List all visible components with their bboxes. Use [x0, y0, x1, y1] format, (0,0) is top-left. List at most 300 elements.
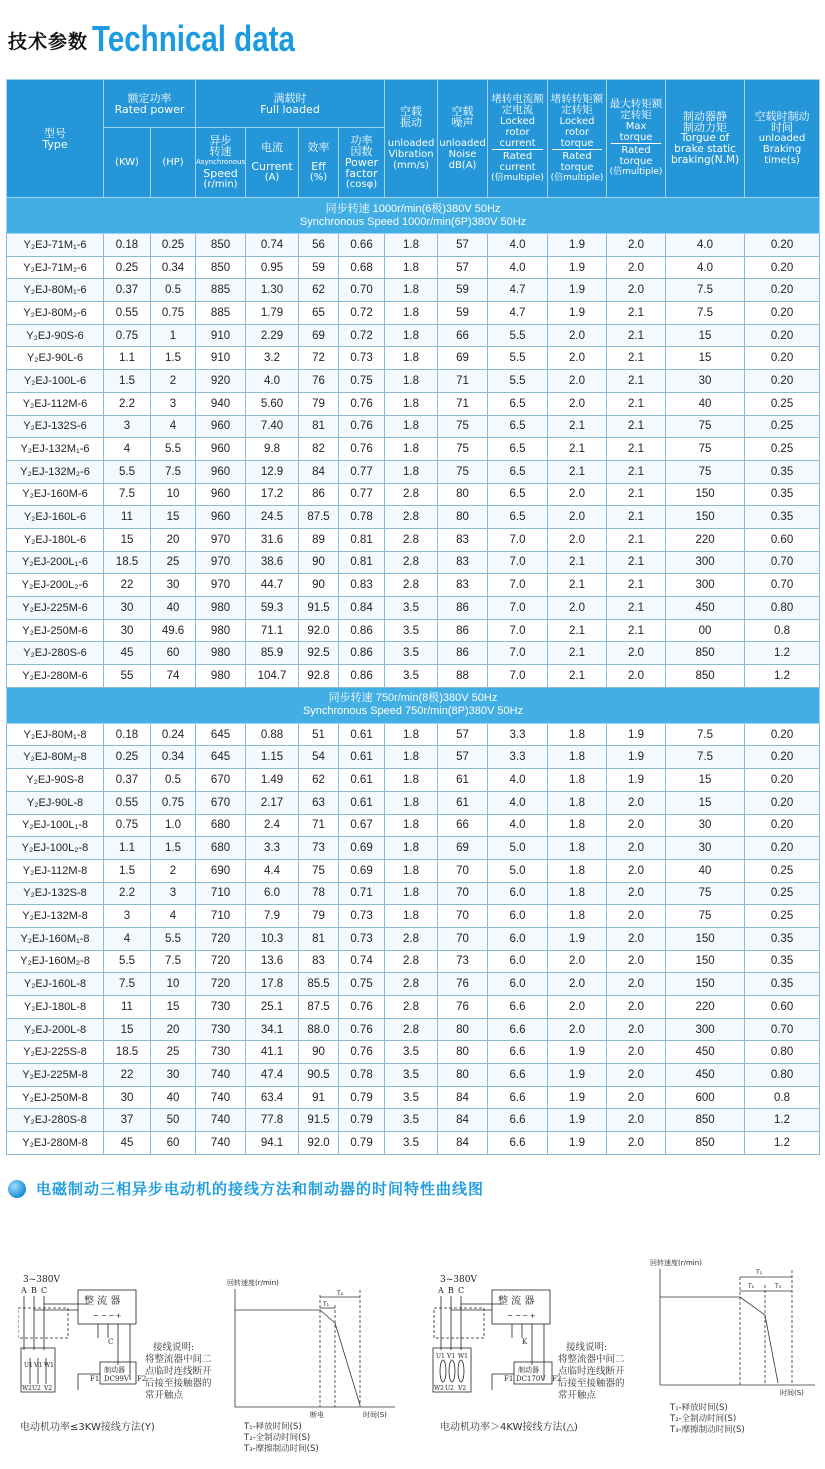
table-cell: 71.1 [246, 619, 299, 642]
table-cell: 7.5 [666, 302, 745, 325]
table-cell: 57 [438, 256, 488, 279]
table-cell: 0.76 [339, 1041, 385, 1064]
table-cell: 1.8 [385, 279, 438, 302]
table-cell: 6.6 [488, 1064, 548, 1087]
table-cell: 83 [438, 574, 488, 597]
table-cell: 86 [438, 597, 488, 620]
table-cell: 38.6 [246, 551, 299, 574]
table-cell: 1.8 [385, 438, 438, 461]
table-cell: 980 [196, 665, 246, 688]
svg-text:W2: W2 [22, 1385, 32, 1392]
table-cell: 0.76 [339, 996, 385, 1019]
table-cell: 1.2 [745, 1132, 820, 1155]
table-cell: 70 [438, 882, 488, 905]
table-cell: 5.5 [151, 927, 196, 950]
table-cell: 10 [151, 483, 196, 506]
table-cell: 1.9 [548, 1064, 607, 1087]
table-cell: 72 [299, 347, 339, 370]
table-cell: 70 [438, 927, 488, 950]
table-cell: 5.60 [246, 392, 299, 415]
svg-text:T₁: T₁ [756, 1269, 763, 1276]
table-cell: 85.9 [246, 642, 299, 665]
table-cell: 90.5 [299, 1064, 339, 1087]
table-cell: 18.5 [104, 551, 151, 574]
table-cell: 0.71 [339, 882, 385, 905]
table-cell: 0.34 [151, 746, 196, 769]
table-cell: 4.0 [488, 791, 548, 814]
table-cell: 45 [104, 1132, 151, 1155]
cell-type: Y₂EJ-112M-8 [7, 859, 104, 882]
table-cell: 940 [196, 392, 246, 415]
table-cell: 86 [438, 642, 488, 665]
table-cell: 69 [299, 324, 339, 347]
table-cell: 910 [196, 347, 246, 370]
table-cell: 55 [104, 665, 151, 688]
table-cell: 1.79 [246, 302, 299, 325]
table-cell: 1.8 [385, 234, 438, 257]
table-cell: 0.83 [339, 574, 385, 597]
table-cell: 0.24 [151, 723, 196, 746]
table-cell: 92.0 [299, 619, 339, 642]
table-cell: 61 [438, 769, 488, 792]
technical-data-table [6, 79, 820, 1155]
table-cell: 2.1 [548, 665, 607, 688]
table-cell: 1.8 [385, 415, 438, 438]
table-cell: 1.2 [745, 642, 820, 665]
table-cell: 3.5 [385, 1109, 438, 1132]
table-cell: 7.0 [488, 597, 548, 620]
table-cell: 25.1 [246, 996, 299, 1019]
table-row [7, 723, 820, 746]
table-cell: 91.5 [299, 1109, 339, 1132]
table-cell: 0.81 [339, 528, 385, 551]
table-cell: 0.76 [339, 438, 385, 461]
table-row [7, 1132, 820, 1155]
table-cell: 150 [666, 927, 745, 950]
table-cell: 0.61 [339, 769, 385, 792]
table-cell: 2.1 [607, 483, 666, 506]
section-row-750rpm: 同步转速 750r/min(8极)380V 50Hz Synchronous Speed 750r/min(8P)380V 50Hz [7, 687, 820, 723]
table-cell: 4.0 [666, 256, 745, 279]
table-cell: 5.5 [488, 324, 548, 347]
table-cell: 0.80 [745, 597, 820, 620]
table-cell: 34.1 [246, 1018, 299, 1041]
table-cell: 49.6 [151, 619, 196, 642]
table-cell: 3 [151, 882, 196, 905]
table-cell: 0.8 [745, 1086, 820, 1109]
svg-text:DC170V: DC170V [516, 1375, 546, 1383]
table-cell: 1.8 [385, 791, 438, 814]
table-cell: 0.61 [339, 746, 385, 769]
table-cell: 40 [151, 1086, 196, 1109]
table-cell: 13.6 [246, 950, 299, 973]
svg-text:K: K [522, 1338, 528, 1346]
table-cell: 0.20 [745, 370, 820, 393]
table-cell: 0.20 [745, 814, 820, 837]
table-cell: 2.0 [607, 665, 666, 688]
cell-type: Y₂EJ-80M₂-8 [7, 746, 104, 769]
table-cell: 57 [438, 746, 488, 769]
table-row [7, 973, 820, 996]
table-cell: 0.60 [745, 996, 820, 1019]
table-cell: 104.7 [246, 665, 299, 688]
table-cell: 59 [299, 256, 339, 279]
table-cell: 80 [438, 1064, 488, 1087]
table-row [7, 1086, 820, 1109]
table-row [7, 324, 820, 347]
cell-type: Y₂EJ-250M-6 [7, 619, 104, 642]
cell-type: Y₂EJ-71M₂-6 [7, 256, 104, 279]
table-cell: 2.0 [607, 973, 666, 996]
table-cell: 5.5 [488, 370, 548, 393]
svg-text:时间(S): 时间(S) [363, 1411, 387, 1419]
svg-text:F2: F2 [137, 1375, 147, 1383]
table-cell: 730 [196, 996, 246, 1019]
table-cell: 18.5 [104, 1041, 151, 1064]
table-cell: 0.35 [745, 460, 820, 483]
table-cell: 75 [666, 905, 745, 928]
table-cell: 51 [299, 723, 339, 746]
table-cell: 0.86 [339, 619, 385, 642]
table-cell: 6.0 [488, 882, 548, 905]
table-row [7, 370, 820, 393]
table-row [7, 438, 820, 461]
table-row [7, 950, 820, 973]
svg-text:U2: U2 [445, 1385, 454, 1392]
time-curve-2 [650, 1255, 820, 1400]
table-cell: 7.5 [666, 746, 745, 769]
table-cell: 1.0 [151, 814, 196, 837]
table-cell: 2.1 [607, 438, 666, 461]
table-cell: 0.81 [339, 551, 385, 574]
table-cell: 44.7 [246, 574, 299, 597]
table-cell: 0.18 [104, 723, 151, 746]
table-cell: 450 [666, 1064, 745, 1087]
table-cell: 15 [104, 528, 151, 551]
table-cell: 83 [299, 950, 339, 973]
table-cell: 0.79 [339, 1109, 385, 1132]
svg-text:制动器: 制动器 [518, 1366, 539, 1374]
table-cell: 3.5 [385, 1086, 438, 1109]
table-cell: 920 [196, 370, 246, 393]
table-cell: 960 [196, 483, 246, 506]
table-cell: 1.8 [385, 324, 438, 347]
table-cell: 30 [666, 370, 745, 393]
table-cell: 1.15 [246, 746, 299, 769]
cell-type: Y₂EJ-160M-6 [7, 483, 104, 506]
table-cell: 2.8 [385, 973, 438, 996]
table-cell: 1.9 [548, 234, 607, 257]
table-row [7, 882, 820, 905]
table-cell: 0.75 [151, 791, 196, 814]
table-cell: 2.0 [607, 256, 666, 279]
table-cell: 960 [196, 506, 246, 529]
table-cell: 75 [438, 460, 488, 483]
table-cell: 710 [196, 882, 246, 905]
table-cell: 0.84 [339, 597, 385, 620]
table-cell: 75 [666, 415, 745, 438]
table-cell: 24.5 [246, 506, 299, 529]
table-cell: 1.8 [548, 791, 607, 814]
table-cell: 78 [299, 882, 339, 905]
table-cell: 5.5 [104, 950, 151, 973]
table-cell: 15 [666, 791, 745, 814]
table-cell: 1.8 [385, 769, 438, 792]
table-cell: 4 [104, 438, 151, 461]
table-row [7, 859, 820, 882]
d1-note: 接线说明: 将整流器中间二 点临时连线断开 后接至接触器的 常开触点 [145, 1342, 212, 1401]
table-cell: 0.20 [745, 234, 820, 257]
table-cell: 1.8 [385, 905, 438, 928]
cell-type: Y₂EJ-132M₁-6 [7, 438, 104, 461]
cell-type: Y₂EJ-160M₁-8 [7, 927, 104, 950]
svg-text:回转速度(r/min): 回转速度(r/min) [650, 1259, 702, 1267]
table-cell: 850 [196, 234, 246, 257]
table-cell: 57 [438, 723, 488, 746]
table-cell: 0.20 [745, 324, 820, 347]
svg-text:T₁: T₁ [323, 1301, 330, 1308]
table-cell: 10.3 [246, 927, 299, 950]
table-cell: 3.5 [385, 1064, 438, 1087]
table-cell: 0.79 [339, 1132, 385, 1155]
svg-text:U1: U1 [24, 1362, 33, 1369]
table-cell: 40 [151, 597, 196, 620]
table-cell: 2.0 [548, 597, 607, 620]
table-row [7, 506, 820, 529]
table-cell: 6.5 [488, 392, 548, 415]
table-cell: 83 [438, 551, 488, 574]
table-cell: 0.20 [745, 302, 820, 325]
table-cell: 45 [104, 642, 151, 665]
svg-text:~ ~ ─ +: ~ ~ ─ + [93, 1312, 122, 1320]
table-cell: 2.0 [607, 950, 666, 973]
table-cell: 0.8 [745, 619, 820, 642]
table-cell: 2.0 [607, 859, 666, 882]
table-cell: 7.0 [488, 619, 548, 642]
table-cell: 1.5 [151, 347, 196, 370]
table-cell: 88.0 [299, 1018, 339, 1041]
table-cell: 0.25 [745, 438, 820, 461]
table-cell: 90 [299, 551, 339, 574]
table-cell: 2.1 [548, 551, 607, 574]
table-cell: 20 [151, 528, 196, 551]
table-cell: 2.1 [548, 460, 607, 483]
cell-type: Y₂EJ-90L-6 [7, 347, 104, 370]
table-cell: 85.5 [299, 973, 339, 996]
table-cell: 450 [666, 1041, 745, 1064]
svg-text:制动器: 制动器 [104, 1366, 125, 1374]
table-cell: 0.60 [745, 528, 820, 551]
table-cell: 76 [299, 370, 339, 393]
table-cell: 0.20 [745, 347, 820, 370]
table-cell: 0.69 [339, 859, 385, 882]
svg-text:A: A [21, 1286, 27, 1295]
table-cell: 84 [299, 460, 339, 483]
table-cell: 1.8 [548, 746, 607, 769]
cell-type: Y₂EJ-250M-8 [7, 1086, 104, 1109]
table-cell: 66 [438, 324, 488, 347]
table-cell: 7.0 [488, 642, 548, 665]
table-cell: 15 [666, 347, 745, 370]
table-cell: 1.8 [548, 814, 607, 837]
cell-type: Y₂EJ-71M₁-6 [7, 234, 104, 257]
table-cell: 6.6 [488, 996, 548, 1019]
svg-text:C: C [108, 1338, 114, 1346]
table-cell: 7.0 [488, 665, 548, 688]
table-cell: 0.72 [339, 324, 385, 347]
table-cell: 150 [666, 506, 745, 529]
table-cell: 2.1 [607, 551, 666, 574]
table-cell: 0.25 [745, 392, 820, 415]
table-cell: 62 [299, 279, 339, 302]
cell-type: Y₂EJ-90L-8 [7, 791, 104, 814]
svg-text:回转速度(r/min): 回转速度(r/min) [227, 1279, 279, 1287]
table-cell: 47.4 [246, 1064, 299, 1087]
table-cell: 15 [151, 506, 196, 529]
table-cell: 80 [438, 1018, 488, 1041]
table-cell: 75 [438, 415, 488, 438]
table-cell: 82 [299, 438, 339, 461]
table-cell: 1.49 [246, 769, 299, 792]
table-cell: 30 [104, 1086, 151, 1109]
table-cell: 1 [151, 324, 196, 347]
table-cell: 7.5 [666, 279, 745, 302]
svg-text:U2: U2 [32, 1385, 41, 1392]
table-cell: 2.0 [548, 1018, 607, 1041]
table-cell: 50 [151, 1109, 196, 1132]
svg-text:W2: W2 [434, 1385, 444, 1392]
table-cell: 2.1 [548, 438, 607, 461]
table-cell: 980 [196, 619, 246, 642]
table-cell: 0.20 [745, 769, 820, 792]
svg-text:C: C [458, 1286, 465, 1295]
svg-text:W1: W1 [458, 1353, 468, 1360]
table-cell: 3 [151, 392, 196, 415]
table-row [7, 1018, 820, 1041]
table-cell: 6.6 [488, 1041, 548, 1064]
table-cell: 90 [299, 1041, 339, 1064]
table-cell: 0.35 [745, 927, 820, 950]
table-cell: 0.37 [104, 769, 151, 792]
cell-type: Y₂EJ-80M₁-8 [7, 723, 104, 746]
table-cell: 4 [151, 415, 196, 438]
table-cell: 81 [299, 927, 339, 950]
table-cell: 0.25 [745, 415, 820, 438]
svg-text:C: C [41, 1286, 48, 1295]
table-cell: 2.1 [607, 324, 666, 347]
table-cell: 74 [151, 665, 196, 688]
table-cell: 4.0 [666, 234, 745, 257]
d3-caption: 电动机功率＞4KW接线方法(△) [440, 1422, 578, 1433]
table-cell: 59 [438, 279, 488, 302]
table-cell: 4.0 [246, 370, 299, 393]
table-cell: 1.8 [385, 859, 438, 882]
table-cell: 69 [438, 837, 488, 860]
table-cell: 2.4 [246, 814, 299, 837]
table-cell: 30 [151, 574, 196, 597]
table-cell: 2.0 [548, 483, 607, 506]
table-cell: 69 [438, 347, 488, 370]
table-cell: 6.6 [488, 1109, 548, 1132]
table-cell: 2 [151, 859, 196, 882]
table-row [7, 996, 820, 1019]
cell-type: Y₂EJ-100L₂-8 [7, 837, 104, 860]
svg-text:3~380V: 3~380V [440, 1275, 477, 1285]
th-max-torque: 最大转矩额定转矩 Max torque Rated torque (倍multiple) [607, 80, 666, 198]
th-power-factor: 功率因数 Power factor (cosφ) [339, 128, 385, 198]
table-cell: 3 [104, 415, 151, 438]
th-braking-time: 空载时制动时间 unloaded Braking time(s) [745, 80, 820, 198]
table-cell: 92.5 [299, 642, 339, 665]
cell-type: Y₂EJ-200L₁-6 [7, 551, 104, 574]
table-row [7, 483, 820, 506]
table-cell: 970 [196, 551, 246, 574]
th-locked-current: 堵转电流额定电流 Locked rotor current Rated current (倍multiple) [488, 80, 548, 198]
table-cell: 75 [666, 460, 745, 483]
table-cell: 2.1 [607, 597, 666, 620]
table-cell: 87.5 [299, 506, 339, 529]
table-cell: 90 [299, 574, 339, 597]
table-cell: 1.1 [104, 347, 151, 370]
table-cell: 7.0 [488, 528, 548, 551]
table-cell: 59.3 [246, 597, 299, 620]
table-cell: 30 [104, 619, 151, 642]
table-cell: 70 [438, 859, 488, 882]
table-cell: 2.0 [548, 506, 607, 529]
table-cell: 59 [438, 302, 488, 325]
table-cell: 670 [196, 769, 246, 792]
table-cell: 710 [196, 905, 246, 928]
wiring-diagram-y [18, 1270, 248, 1420]
table-cell: 2.1 [607, 574, 666, 597]
th-full-loaded: 满载时 Full loaded [196, 80, 385, 128]
table-cell: 30 [151, 1064, 196, 1087]
table-cell: 0.73 [339, 927, 385, 950]
table-cell: 3.5 [385, 1132, 438, 1155]
table-cell: 1.2 [745, 665, 820, 688]
table-cell: 73 [299, 837, 339, 860]
table-row [7, 814, 820, 837]
table-cell: 83 [438, 528, 488, 551]
table-cell: 0.20 [745, 746, 820, 769]
cell-type: Y₂EJ-225M-6 [7, 597, 104, 620]
table-cell: 6.6 [488, 1018, 548, 1041]
table-cell: 2.0 [548, 950, 607, 973]
table-row [7, 837, 820, 860]
section-row-1000rpm: 同步转速 1000r/min(6极)380V 50Hz Synchronous Speed 1000r/min(6P)380V 50Hz [7, 198, 820, 234]
svg-text:V2: V2 [44, 1385, 53, 1392]
table-cell: 2.8 [385, 574, 438, 597]
table-cell: 2.0 [607, 1041, 666, 1064]
table-cell: 0.78 [339, 1064, 385, 1087]
table-cell: 71 [438, 392, 488, 415]
th-speed: 异步转速 Asynchronous Speed (r/min) [196, 128, 246, 198]
table-cell: 2.0 [548, 973, 607, 996]
svg-text:F1: F1 [90, 1375, 100, 1383]
table-cell: 54 [299, 746, 339, 769]
table-cell: 2.0 [548, 324, 607, 347]
table-cell: 1.8 [548, 769, 607, 792]
svg-text:T₂: T₂ [748, 1283, 755, 1290]
table-cell: 7.0 [488, 551, 548, 574]
table-cell: 2.1 [607, 370, 666, 393]
table-cell: 73 [438, 950, 488, 973]
table-cell: 15 [666, 324, 745, 347]
table-cell: 2.0 [607, 1132, 666, 1155]
table-cell: 2.8 [385, 1018, 438, 1041]
cell-type: Y₂EJ-80M₂-6 [7, 302, 104, 325]
table-cell: 4 [104, 927, 151, 950]
